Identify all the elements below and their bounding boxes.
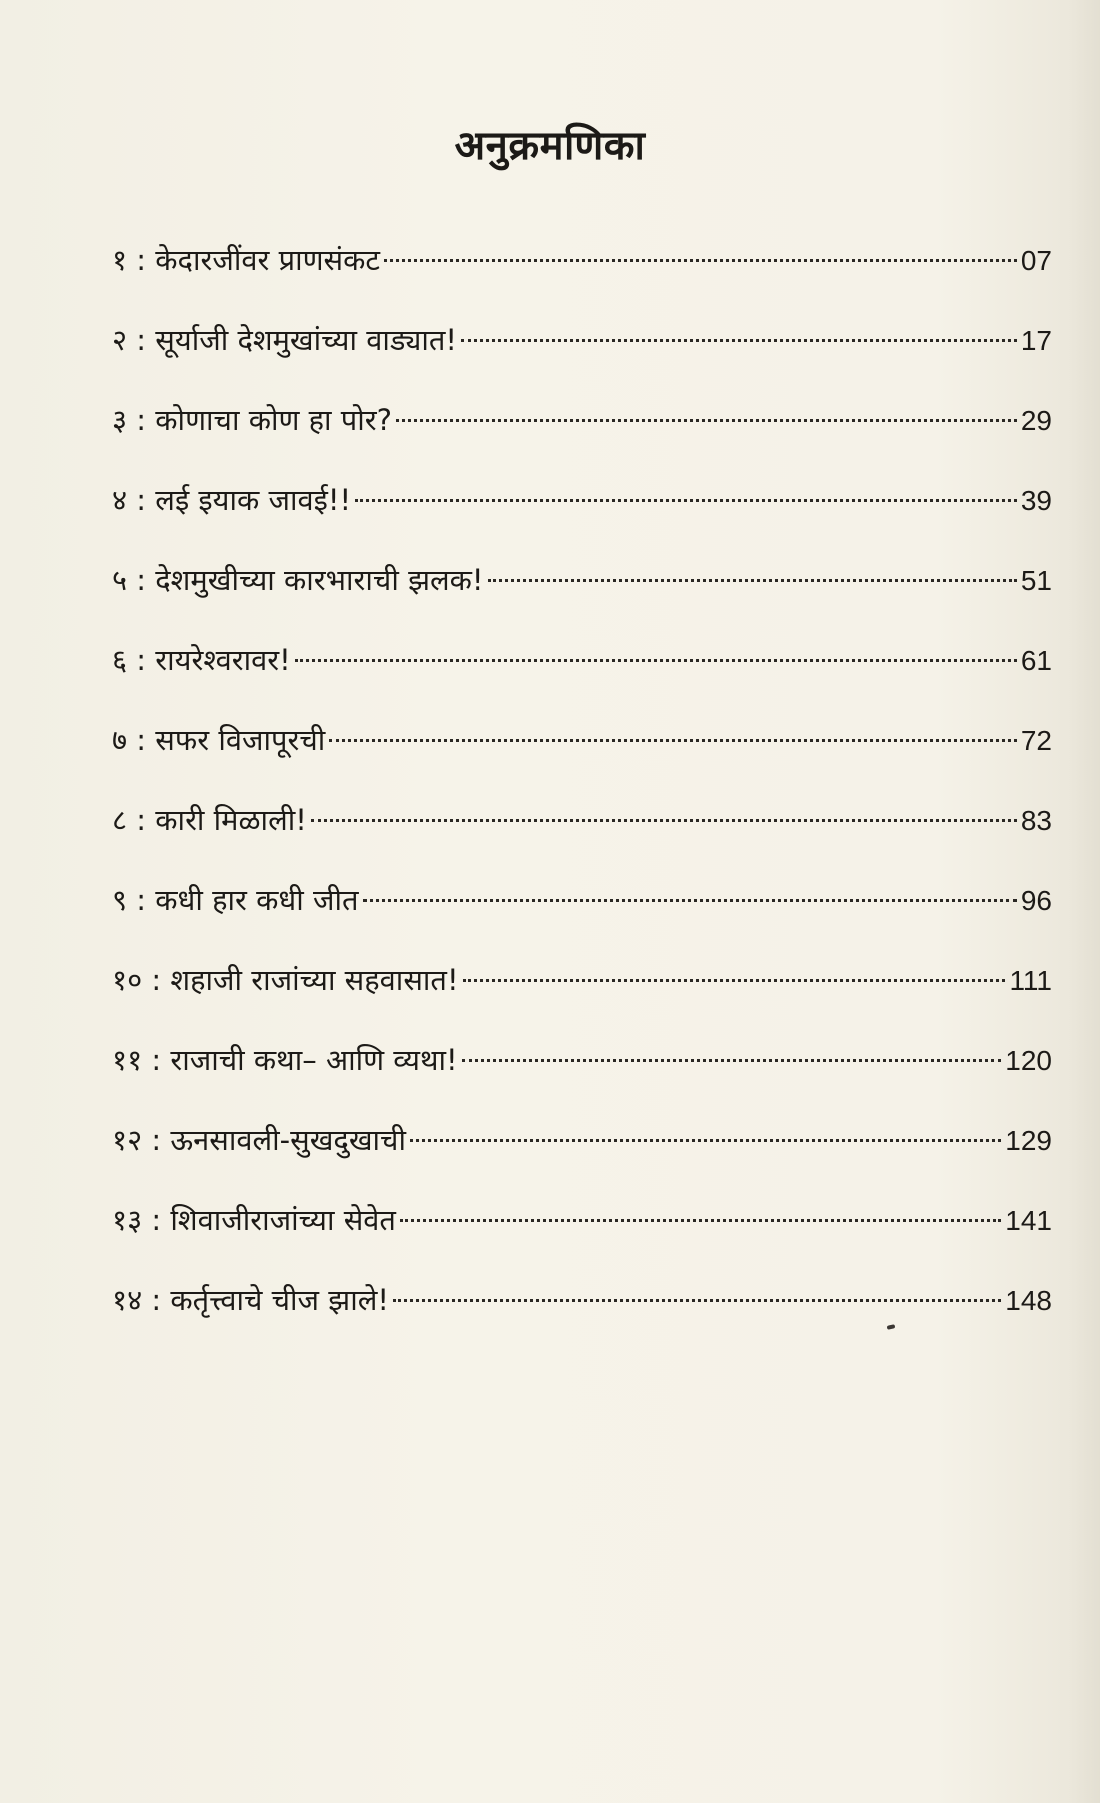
toc-entry-label: ३ : कोणाचा कोण हा पोर? [112,403,393,437]
toc-entry [112,313,1052,393]
toc-entry [112,553,1052,633]
toc-entry [112,713,1052,793]
toc-entry [112,1273,1052,1353]
toc-entry-label: ९ : कधी हार कधी जीत [112,883,359,917]
dot-leader [463,979,1006,982]
toc-entry-label: ११ : राजाची कथा– आणि व्यथा! [112,1043,458,1077]
toc-entry-page: 83 [1020,805,1052,836]
toc-entry-page: 111 [1009,965,1052,996]
toc-entry [112,393,1052,473]
dot-leader [410,1139,1001,1142]
toc-entry-label: १० : शहाजी राजांच्या सहवासात! [112,963,459,997]
dot-leader [462,1059,1002,1062]
toc-entry-label: ४ : लई इयाक जावई!! [112,483,352,517]
toc-entry [112,1033,1052,1113]
dot-leader [393,1299,1001,1302]
table-of-contents [112,233,1052,1353]
toc-entry-page: 07 [1020,245,1052,276]
toc-entry-page: 39 [1020,485,1052,516]
toc-entry-label: ८ : कारी मिळाली! [112,803,307,837]
toc-entry-label: ५ : देशमुखीच्या कारभाराची झलक! [112,563,484,597]
toc-entry-page: 120 [1005,1045,1052,1076]
toc-entry-label: १२ : ऊनसावली-सुखदुखाची [112,1123,406,1157]
toc-entry-label: १३ : शिवाजीराजांच्या सेवेत [112,1203,396,1237]
toc-entry [112,793,1052,873]
dot-leader [295,659,1017,662]
toc-entry [112,953,1052,1033]
toc-entry-page: 129 [1005,1125,1052,1156]
toc-entry-page: 17 [1020,325,1052,356]
dot-leader [488,579,1017,582]
toc-entry-label: ७ : सफर विजापूरची [112,723,326,757]
toc-entry [112,233,1052,313]
toc-entry-label: २ : सूर्याजी देशमुखांच्या वाड्यात! [112,323,458,357]
toc-entry [112,633,1052,713]
toc-entry [112,1193,1052,1273]
toc-entry-label: १ : केदारजींवर प्राणसंकट [112,243,381,277]
page-title: अनुक्रमणिका [454,122,646,169]
toc-entry-page: 96 [1020,885,1052,916]
dot-leader [461,339,1017,342]
toc-entry-page: 141 [1005,1205,1052,1236]
dot-leader [311,819,1017,822]
toc-entry [112,473,1052,553]
dot-leader [355,499,1017,502]
dot-leader [329,739,1017,742]
toc-entry-page: 148 [1005,1285,1052,1316]
toc-entry-page: 61 [1020,645,1052,676]
dot-leader [363,899,1017,902]
toc-entry-page: 72 [1020,725,1052,756]
toc-entry [112,1113,1052,1193]
dot-leader [400,1219,1001,1222]
toc-entry-label: १४ : कर्तृत्त्वाचे चीज झाले! [112,1283,390,1317]
toc-entry-page: 51 [1020,565,1052,596]
dot-leader [384,259,1017,262]
dot-leader [396,419,1017,422]
toc-entry-page: 29 [1020,405,1052,436]
toc-entry [112,873,1052,953]
toc-entry-label: ६ : रायरेश्वरावर! [112,643,291,677]
